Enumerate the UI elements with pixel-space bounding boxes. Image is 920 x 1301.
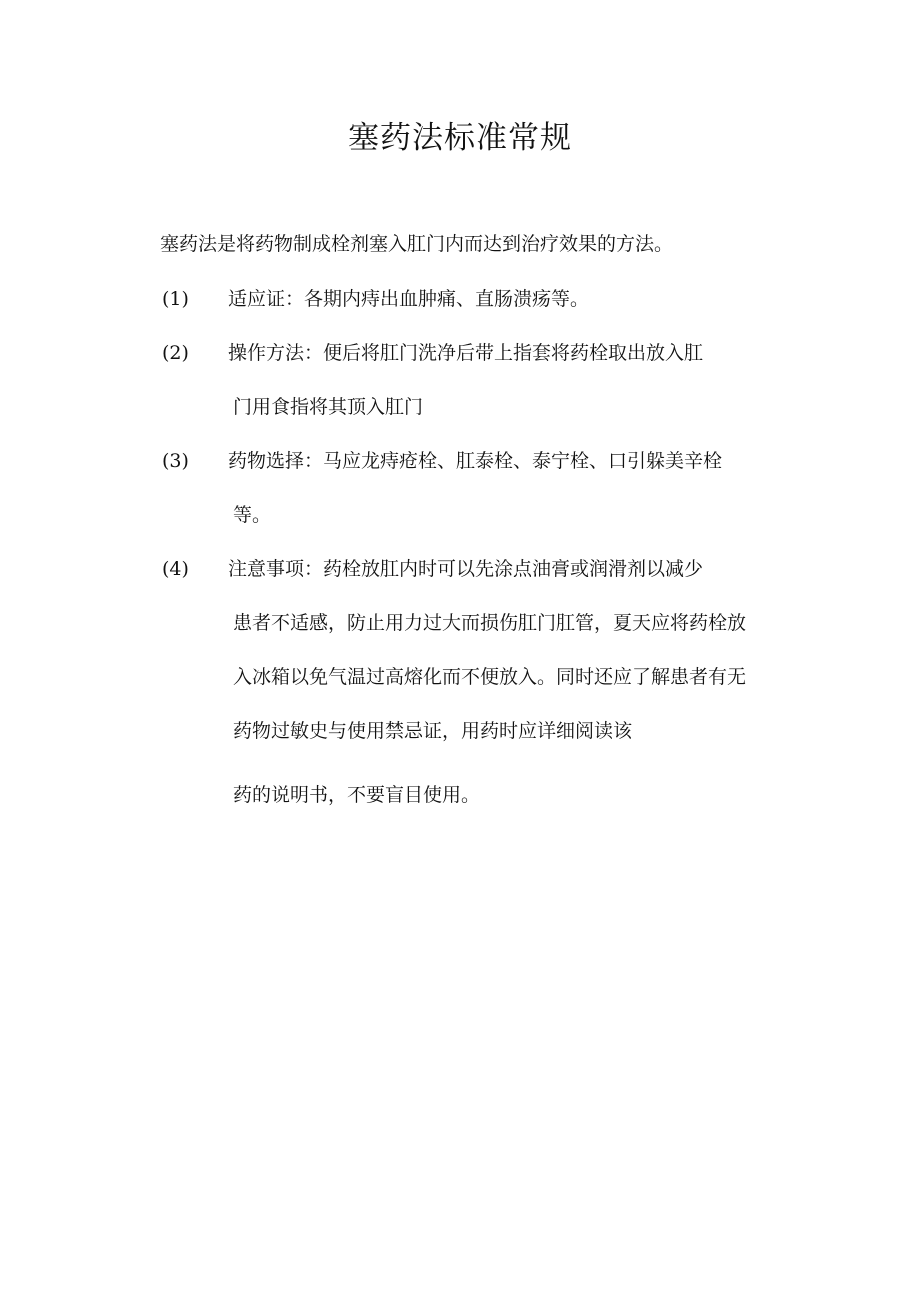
item-2-number: (2) (162, 342, 189, 364)
item-4-line-3: 入冰箱以免气温过高熔化而不便放入。同时还应了解患者有无 (233, 666, 747, 688)
item-1-number: (1) (162, 288, 189, 310)
item-4-line-5: 药的说明书，不要盲目使用。 (233, 784, 481, 806)
item-3-number: (3) (162, 450, 189, 472)
item-3-line-1: 药物选择：马应龙痔疮栓、肛泰栓、泰宁栓、口引躲美辛栓 (228, 450, 723, 472)
item-4-line-1: 注意事项：药栓放肛内时可以先涂点油膏或润滑剂以减少 (228, 558, 704, 580)
item-4-line-2: 患者不适感，防止用力过大而损伤肛门肛管，夏天应将药栓放 (233, 612, 747, 634)
item-3-line-2: 等。 (233, 504, 272, 526)
item-1-line-1: 适应证：各期内痔出血肿痛、直肠溃疡等。 (228, 288, 590, 310)
item-2-line-2: 门用食指将其顶入肛门 (233, 396, 424, 418)
item-4-line-4: 药物过敏史与使用禁忌证，用药时应详细阅读该 (233, 720, 633, 742)
document-title: 塞药法标准常规 (348, 120, 572, 156)
item-2-line-1: 操作方法：便后将肛门洗净后带上指套将药栓取出放入肛 (228, 342, 704, 364)
intro-paragraph: 塞药法是将药物制成栓剂塞入肛门内而达到治疗效果的方法。 (160, 233, 674, 255)
item-4-number: (4) (162, 558, 189, 580)
